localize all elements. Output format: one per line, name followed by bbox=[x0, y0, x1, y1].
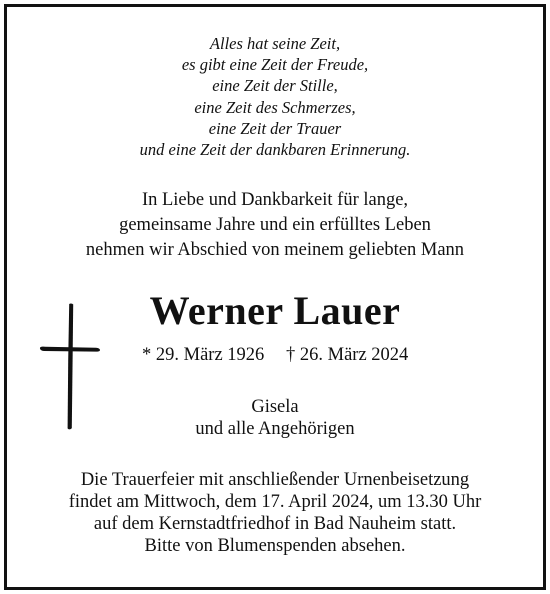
poem-line: Alles hat seine Zeit, bbox=[209, 34, 341, 53]
poem-line: es gibt eine Zeit der Freude, bbox=[181, 55, 369, 75]
service-line: Bitte von Blumenspenden absehen. bbox=[144, 536, 406, 556]
intro-line: gemeinsame Jahre und ein erfülltes Leben bbox=[119, 215, 431, 235]
service-line: Die Trauerfeier mit anschließender Urnenbeisetzung bbox=[80, 470, 470, 490]
mourner-line: und alle Angehörigen bbox=[195, 419, 355, 439]
intro-line: In Liebe und Dankbarkeit für lange, bbox=[141, 190, 409, 210]
poem-line: eine Zeit der Trauer bbox=[208, 118, 342, 138]
poem-line: eine Zeit der Stille, bbox=[212, 76, 338, 96]
service-line: findet am Mittwoch, dem 17. April 2024, um 13.30 Uhr bbox=[68, 492, 482, 512]
mourner-line: Gisela bbox=[251, 397, 299, 417]
birth-date: * 29. März 1926 bbox=[142, 345, 265, 365]
intro-line: nehmen wir Abschied von meinem geliebten Mann bbox=[85, 240, 465, 260]
death-date: † 26. März 2024 bbox=[286, 345, 409, 365]
poem-line: und eine Zeit der dankbaren Erinnerung. bbox=[139, 140, 411, 160]
service-line: auf dem Kernstadtfriedhof in Bad Nauheim statt. bbox=[93, 514, 457, 534]
funeral-service-info bbox=[0, 469, 550, 557]
deceased-name: Werner Lauer bbox=[149, 288, 401, 333]
poem-line: eine Zeit des Schmerzes, bbox=[194, 97, 356, 117]
poem-block bbox=[0, 33, 550, 160]
intro-text bbox=[0, 188, 550, 263]
mourners-block bbox=[0, 396, 550, 440]
